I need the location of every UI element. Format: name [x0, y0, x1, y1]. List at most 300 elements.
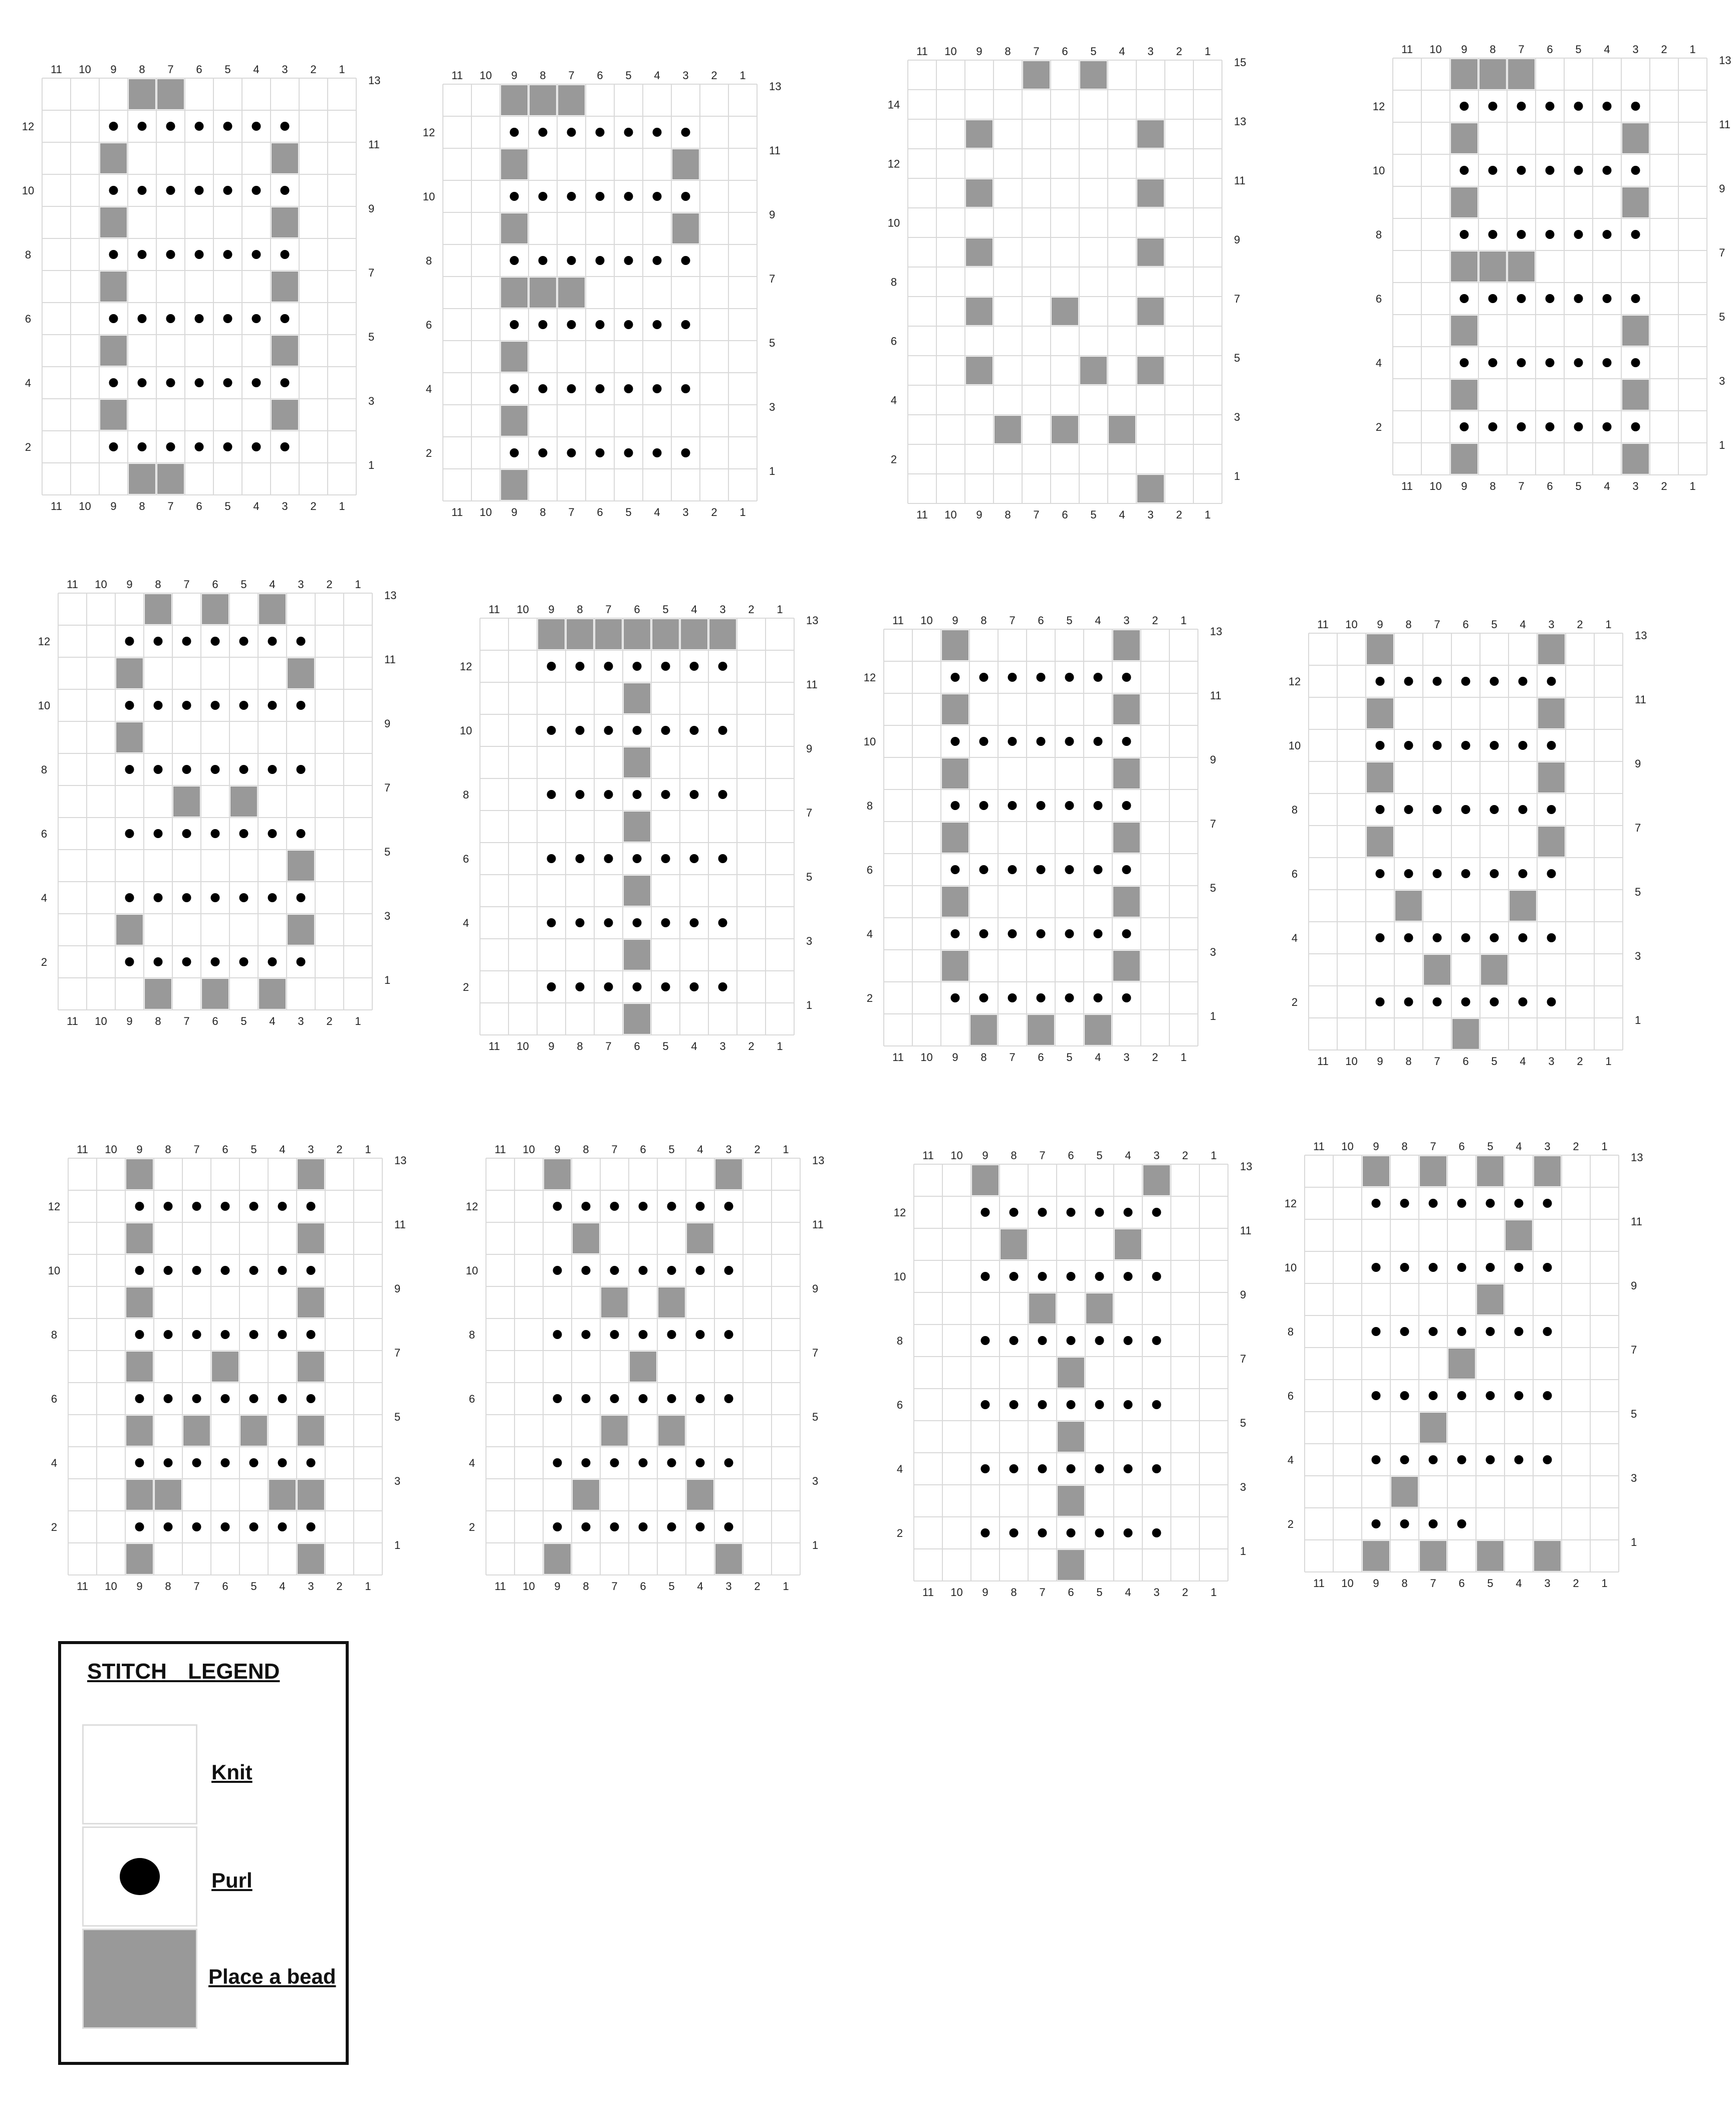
bead-cell	[1622, 123, 1649, 153]
column-number: 5	[1090, 45, 1097, 58]
purl-dot	[1037, 865, 1046, 874]
row-number: 8	[1287, 1325, 1294, 1338]
row-number: 7	[394, 1347, 401, 1359]
chart-background	[58, 593, 372, 1010]
column-number: 1	[739, 506, 746, 518]
purl-dot	[1010, 1272, 1019, 1281]
row-number: 6	[25, 313, 32, 325]
column-number: 10	[79, 63, 91, 76]
purl-dot	[639, 1458, 648, 1467]
column-number: 1	[777, 1040, 783, 1052]
purl-dot	[1124, 1400, 1133, 1409]
purl-dot	[567, 320, 576, 329]
purl-dot	[1574, 358, 1583, 367]
bead-cell	[298, 1287, 324, 1317]
purl-dot	[223, 186, 232, 195]
purl-dot	[1094, 865, 1103, 874]
column-number: 10	[517, 1040, 529, 1052]
column-number: 4	[253, 63, 260, 76]
purl-dot	[1152, 1464, 1161, 1473]
bead-cell	[173, 786, 200, 817]
bead-cell	[259, 594, 286, 624]
purl-dot	[553, 1394, 562, 1403]
purl-dot	[610, 1522, 619, 1531]
purl-dot	[1486, 1327, 1495, 1336]
column-number: 8	[1011, 1586, 1017, 1599]
row-number: 12	[459, 660, 472, 673]
purl-dot	[211, 765, 220, 774]
row-number: 4	[462, 917, 469, 929]
purl-dot	[661, 982, 670, 991]
column-number: 2	[1573, 1140, 1579, 1153]
purl-dot	[681, 384, 690, 393]
row-number: 7	[1635, 822, 1641, 834]
column-number: 4	[654, 506, 660, 518]
column-number: 1	[1180, 614, 1187, 627]
bead-cell	[567, 619, 593, 649]
purl-dot	[154, 957, 163, 966]
purl-dot	[681, 192, 690, 201]
row-number: 10	[48, 1264, 61, 1277]
row-number: 5	[769, 337, 776, 349]
bead-cell	[1448, 1349, 1475, 1379]
bead-cell	[530, 278, 556, 308]
row-number: 1	[384, 974, 391, 986]
column-number: 5	[1487, 1140, 1494, 1153]
bead-cell	[501, 278, 528, 308]
column-number: 1	[355, 578, 361, 591]
purl-dot	[1038, 1336, 1047, 1345]
row-number: 1	[1210, 1010, 1216, 1022]
row-number: 2	[896, 1527, 903, 1539]
column-number: 1	[783, 1143, 789, 1156]
row-number: 10	[1288, 739, 1301, 752]
row-number: 6	[1291, 868, 1298, 880]
row-number: 3	[1719, 375, 1725, 387]
bead-cell	[145, 979, 171, 1009]
bead-cell	[1363, 1541, 1389, 1571]
bead-cell	[126, 1287, 153, 1317]
column-number: 8	[583, 1580, 589, 1593]
column-number: 7	[605, 603, 612, 616]
column-number: 10	[944, 508, 957, 521]
purl-dot	[278, 1394, 287, 1403]
column-number: 2	[1182, 1149, 1188, 1162]
purl-dot	[297, 765, 306, 774]
column-number: 5	[224, 63, 231, 76]
purl-dot	[696, 1330, 705, 1339]
purl-dot	[553, 1266, 562, 1275]
purl-dot	[724, 1266, 733, 1275]
purl-dot	[653, 320, 662, 329]
purl-dot	[1517, 102, 1526, 111]
purl-dot	[567, 256, 576, 265]
row-number: 9	[368, 202, 375, 215]
bead-cell	[966, 357, 993, 384]
purl-dot	[596, 384, 605, 393]
purl-dot	[681, 256, 690, 265]
row-number: 10	[38, 699, 51, 712]
purl-dot	[297, 829, 306, 838]
purl-dot	[576, 982, 585, 991]
purl-dot	[109, 378, 118, 387]
purl-dot	[211, 701, 220, 710]
column-number: 10	[1429, 43, 1442, 56]
column-number: 10	[523, 1143, 535, 1156]
purl-dot	[547, 726, 556, 735]
purl-dot	[1122, 865, 1131, 874]
purl-dot	[696, 1458, 705, 1467]
purl-dot	[1547, 997, 1556, 1006]
purl-dot	[510, 192, 519, 201]
purl-dot	[252, 250, 261, 259]
row-number: 6	[425, 319, 432, 331]
purl-dot	[1457, 1519, 1466, 1528]
purl-dot	[1490, 933, 1499, 942]
column-number: 4	[691, 1040, 697, 1052]
purl-dot	[1547, 805, 1556, 814]
purl-dot	[182, 765, 191, 774]
column-number: 5	[1491, 1055, 1498, 1068]
purl-dot	[690, 790, 699, 799]
column-number: 3	[682, 69, 689, 82]
column-number: 1	[339, 500, 345, 512]
column-number: 8	[165, 1143, 171, 1156]
row-number: 4	[25, 377, 32, 389]
purl-dot	[510, 128, 519, 137]
purl-dot	[1490, 997, 1499, 1006]
bead-cell	[658, 1416, 685, 1446]
bead-cell	[1622, 316, 1649, 346]
purl-dot	[1433, 933, 1442, 942]
column-number: 6	[1062, 508, 1068, 521]
row-number: 9	[806, 742, 813, 755]
row-number: 7	[368, 267, 375, 279]
purl-dot	[1400, 1519, 1409, 1528]
column-number: 6	[222, 1143, 228, 1156]
purl-dot	[1519, 805, 1528, 814]
bead-cell	[1451, 187, 1477, 217]
purl-dot	[690, 854, 699, 863]
purl-dot	[582, 1266, 591, 1275]
column-number: 4	[1516, 1140, 1522, 1153]
row-number: 9	[1719, 182, 1725, 195]
row-number: 4	[890, 394, 897, 407]
purl-dot	[182, 701, 191, 710]
bead-cell	[298, 1544, 324, 1574]
row-number: 9	[769, 208, 776, 221]
purl-dot	[1122, 673, 1131, 682]
purl-dot	[1631, 422, 1640, 431]
purl-dot	[1519, 869, 1528, 878]
bead-cell	[942, 694, 968, 724]
purl-dot	[192, 1522, 201, 1531]
purl-dot	[281, 314, 290, 323]
purl-dot	[1065, 929, 1074, 938]
purl-dot	[182, 957, 191, 966]
purl-dot	[135, 1266, 144, 1275]
purl-dot	[653, 192, 662, 201]
purl-dot	[1095, 1400, 1104, 1409]
column-number: 1	[1601, 1577, 1608, 1589]
column-number: 11	[1313, 1577, 1325, 1589]
chart-1	[22, 63, 381, 512]
row-number: 5	[1719, 311, 1725, 323]
purl-dot	[1457, 1391, 1466, 1400]
purl-dot	[1010, 1528, 1019, 1537]
row-number: 2	[1287, 1518, 1294, 1530]
purl-dot	[278, 1458, 287, 1467]
bead-cell	[558, 278, 585, 308]
bead-label: Place a bead	[208, 1965, 336, 1988]
bead-cell	[212, 1352, 238, 1382]
purl-dot	[250, 1394, 259, 1403]
purl-dot	[596, 320, 605, 329]
column-number: 8	[139, 500, 145, 512]
bead-cell	[1451, 251, 1477, 282]
column-number: 1	[1605, 1055, 1612, 1068]
row-number: 4	[425, 383, 432, 395]
bead-cell	[624, 1004, 650, 1034]
column-number: 5	[662, 603, 669, 616]
column-number: 4	[279, 1580, 286, 1593]
purl-dot	[1486, 1391, 1495, 1400]
purl-dot	[135, 1522, 144, 1531]
row-number: 6	[468, 1393, 475, 1405]
purl-dot	[1433, 677, 1442, 686]
bead-cell	[1477, 1284, 1504, 1314]
bead-cell	[100, 336, 127, 366]
row-number: 10	[1284, 1261, 1297, 1274]
bead-cell	[501, 149, 528, 179]
column-number: 10	[1341, 1140, 1354, 1153]
column-number: 8	[1405, 1055, 1412, 1068]
row-number: 11	[394, 1218, 406, 1231]
purl-dot	[1429, 1327, 1438, 1336]
purl-dot	[610, 1330, 619, 1339]
column-number: 1	[339, 63, 345, 76]
bead-cell	[630, 1352, 656, 1382]
purl-dot	[138, 186, 147, 195]
column-number: 5	[668, 1143, 675, 1156]
purl-dot	[539, 256, 548, 265]
purl-dot	[1519, 677, 1528, 686]
column-number: 1	[365, 1143, 371, 1156]
row-number: 13	[1240, 1160, 1253, 1173]
bead-cell	[1113, 694, 1140, 724]
purl-dot	[239, 829, 249, 838]
purl-dot	[1543, 1199, 1552, 1208]
column-number: 9	[1461, 480, 1467, 492]
purl-dot	[166, 314, 175, 323]
column-number: 5	[251, 1143, 257, 1156]
column-number: 3	[1153, 1586, 1160, 1599]
purl-dot	[653, 256, 662, 265]
column-number: 3	[282, 63, 288, 76]
bead-cell	[530, 85, 556, 115]
purl-dot	[297, 701, 306, 710]
row-number: 9	[812, 1282, 819, 1295]
column-number: 5	[1090, 508, 1097, 521]
bead-cell	[230, 786, 257, 817]
purl-dot	[1008, 737, 1017, 746]
bead-cell	[601, 1416, 628, 1446]
bead-cell	[687, 1223, 713, 1253]
bead-cell	[202, 594, 228, 624]
purl-dot	[1631, 294, 1640, 303]
row-number: 3	[769, 401, 776, 413]
purl-dot	[633, 726, 642, 735]
purl-dot	[724, 1330, 733, 1339]
purl-dot	[182, 893, 191, 902]
bead-cell	[1137, 120, 1164, 148]
column-number: 4	[1125, 1149, 1131, 1162]
purl-dot	[281, 378, 290, 387]
purl-dot	[1461, 997, 1470, 1006]
purl-dot	[109, 442, 118, 451]
purl-dot	[135, 1330, 144, 1339]
purl-dot	[547, 790, 556, 799]
column-number: 7	[568, 506, 575, 518]
purl-dot	[1460, 102, 1469, 111]
row-number: 1	[1719, 439, 1725, 451]
bead-cell	[972, 1165, 999, 1195]
row-number: 13	[806, 614, 819, 627]
purl-dot	[1065, 801, 1074, 810]
purl-dot	[195, 122, 204, 131]
purl-dot	[690, 726, 699, 735]
chart-11	[894, 1149, 1253, 1599]
bead-cell	[1058, 1358, 1084, 1388]
row-number: 7	[1210, 818, 1216, 830]
purl-dot	[667, 1202, 676, 1211]
column-number: 11	[1313, 1140, 1325, 1153]
purl-dot	[510, 256, 519, 265]
bead-cell	[1137, 179, 1164, 207]
purl-dot	[1457, 1263, 1466, 1272]
purl-dot	[567, 128, 576, 137]
purl-dot	[639, 1266, 648, 1275]
purl-dot	[604, 662, 613, 671]
purl-dot	[1037, 801, 1046, 810]
column-number: 5	[251, 1580, 257, 1593]
purl-dot	[1038, 1528, 1047, 1537]
column-number: 8	[155, 1015, 161, 1027]
purl-dot	[239, 957, 249, 966]
column-number: 9	[511, 69, 518, 82]
column-number: 2	[1182, 1586, 1188, 1599]
column-number: 7	[611, 1580, 618, 1593]
column-number: 5	[1066, 1051, 1073, 1064]
purl-dot	[624, 128, 633, 137]
purl-dot	[1376, 997, 1385, 1006]
purl-dot	[1095, 1272, 1104, 1281]
column-number: 7	[183, 1015, 190, 1027]
purl-dot	[252, 186, 261, 195]
purl-dot	[576, 854, 585, 863]
purl-dot	[307, 1202, 316, 1211]
bead-cell	[1137, 238, 1164, 266]
column-number: 8	[577, 1040, 583, 1052]
column-number: 6	[1038, 614, 1044, 627]
purl-dot	[1574, 422, 1583, 431]
purl-dot	[125, 765, 134, 774]
column-number: 2	[310, 500, 317, 512]
purl-dot	[182, 637, 191, 646]
row-number: 2	[41, 956, 48, 968]
row-number: 11	[1210, 689, 1221, 702]
purl-dot	[1152, 1336, 1161, 1345]
purl-dot	[278, 1202, 287, 1211]
bead-cell	[183, 1416, 210, 1446]
column-number: 8	[155, 578, 161, 591]
column-number: 10	[920, 614, 933, 627]
stitch-legend	[58, 1641, 349, 2065]
purl-dot	[1400, 1327, 1409, 1336]
bead-cell	[715, 1159, 742, 1189]
row-number: 11	[1240, 1224, 1252, 1237]
row-number: 5	[384, 846, 391, 858]
column-number: 11	[77, 1580, 88, 1593]
purl-dot	[164, 1394, 173, 1403]
purl-dot	[1010, 1400, 1019, 1409]
bead-cell	[573, 1223, 599, 1253]
purl-dot	[1546, 166, 1555, 175]
column-number: 7	[1430, 1577, 1436, 1589]
column-number: 11	[916, 45, 928, 58]
purl-dot	[125, 893, 134, 902]
column-number: 1	[1204, 508, 1211, 521]
column-number: 8	[1490, 43, 1496, 56]
purl-dot	[1517, 166, 1526, 175]
row-number: 8	[866, 800, 873, 812]
column-number: 3	[719, 603, 726, 616]
column-number: 11	[488, 603, 500, 616]
column-number: 11	[51, 63, 62, 76]
purl-dot	[1433, 741, 1442, 750]
bead-cell	[1113, 887, 1140, 917]
column-number: 2	[326, 578, 333, 591]
purl-dot	[1457, 1327, 1466, 1336]
purl-dot	[278, 1522, 287, 1531]
column-number: 4	[1095, 614, 1101, 627]
bead-cell	[1451, 444, 1477, 474]
purl-dot	[510, 448, 519, 457]
bead-cell	[942, 951, 968, 981]
row-number: 5	[812, 1411, 819, 1423]
purl-dot	[1489, 102, 1498, 111]
row-number: 6	[41, 828, 48, 840]
bead-cell	[1538, 762, 1565, 792]
purl-dot	[250, 1458, 259, 1467]
row-number: 9	[1631, 1279, 1637, 1292]
purl-dot	[724, 1202, 733, 1211]
purl-dot	[981, 1272, 990, 1281]
purl-dot	[223, 378, 232, 387]
bead-cell	[558, 85, 585, 115]
bead-cell	[1086, 1293, 1113, 1323]
column-number: 2	[1577, 618, 1583, 631]
column-number: 6	[597, 506, 603, 518]
purl-dot	[1461, 677, 1470, 686]
purl-dot	[604, 790, 613, 799]
row-number: 11	[1631, 1215, 1642, 1228]
column-number: 5	[668, 1580, 675, 1593]
column-number: 2	[1152, 1051, 1158, 1064]
column-number: 3	[1544, 1577, 1551, 1589]
column-number: 3	[725, 1580, 732, 1593]
bead-cell	[624, 683, 650, 713]
